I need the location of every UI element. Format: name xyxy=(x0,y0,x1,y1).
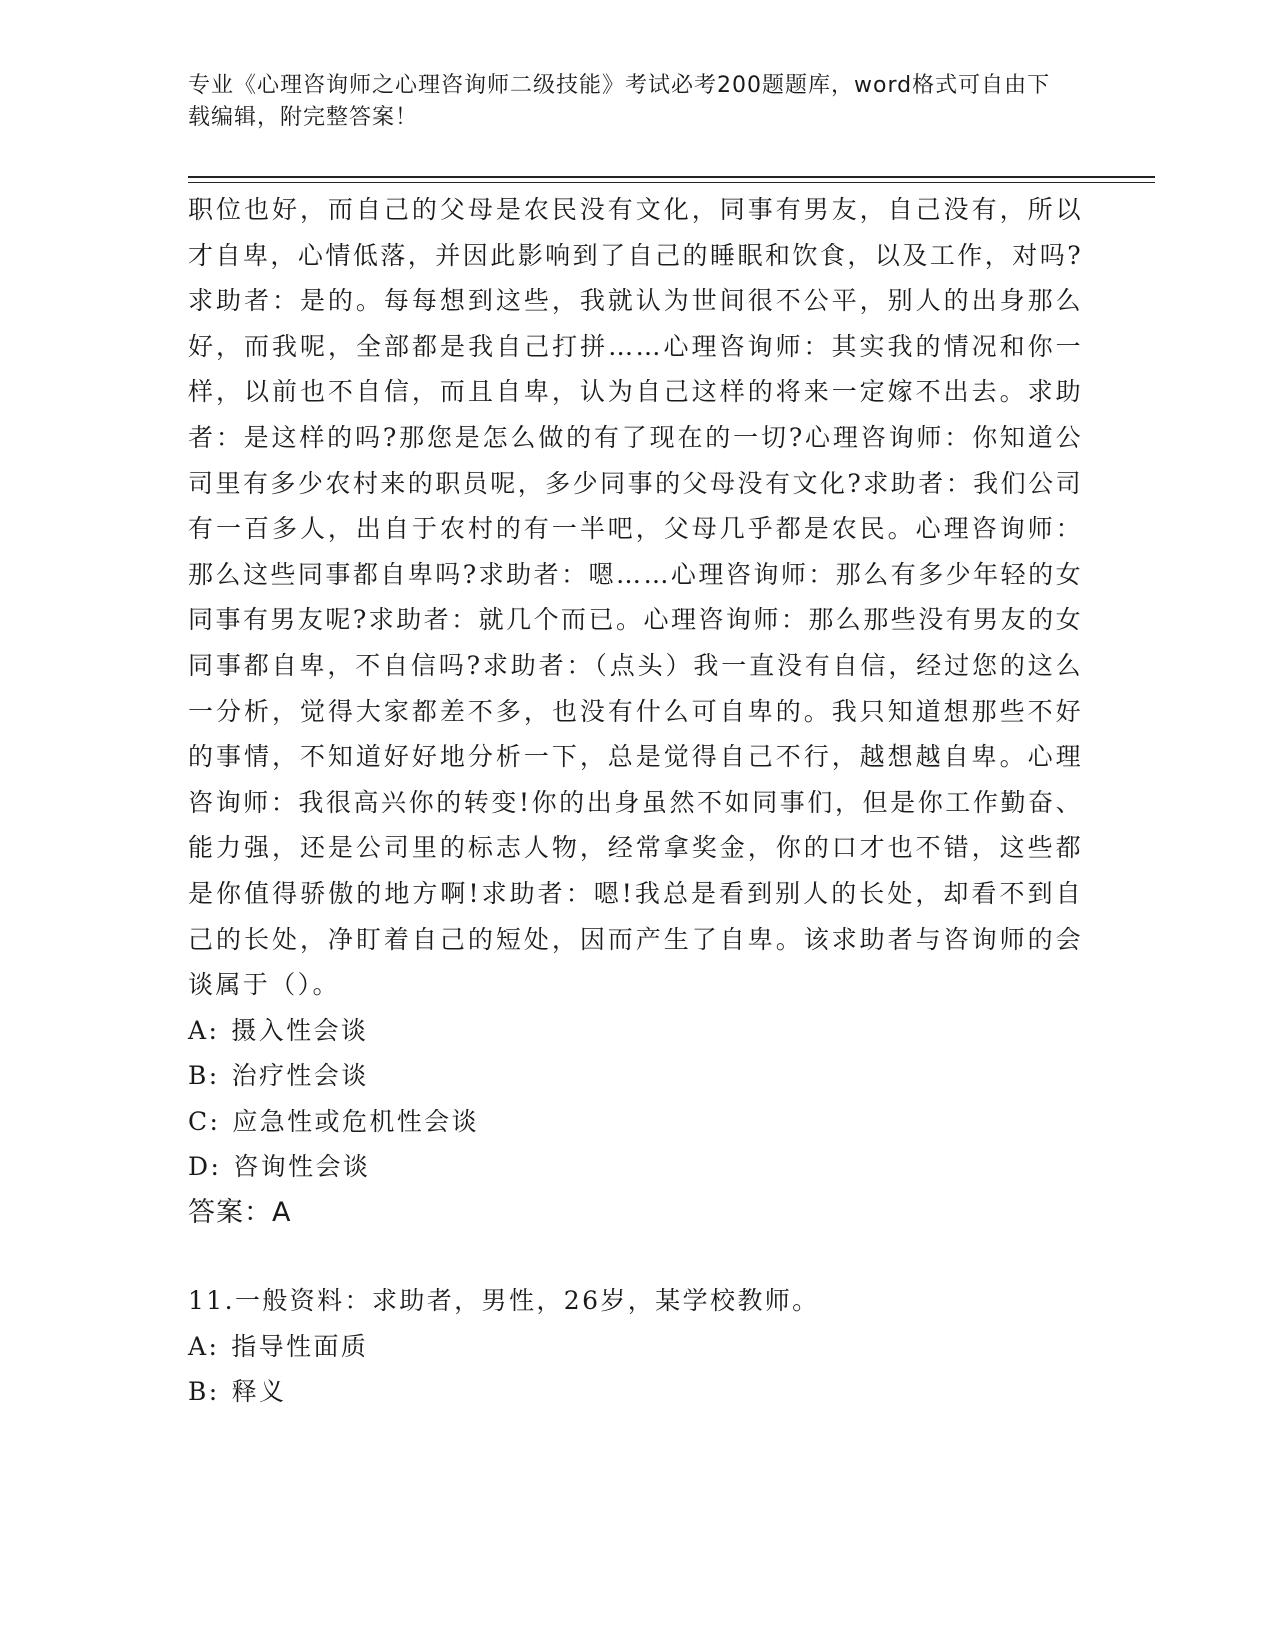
option-label: A: xyxy=(188,1015,220,1045)
question-10-passage: 职位也好，而自己的父母是农民没有文化，同事有男友，自己没有，所以才自卑，心情低落，并因此影响到了自己的睡眠和饮食，以及工作，对吗?求助者：是的。每每想到这些，我就认为世间很不公平，别人的出身那么好，而我呢，全部都是我自己打拼……心理咨询师：其实我的情况和你一样，以前也不自信，而且自卑，认为自己这样的将来一定嫁不出去。求助者：是这样的吗?那您是怎么做的有了现在的一切?心理咨询师：你知道公司里有多少农村来的职员呢，多少同事的父母没有文化?求助者：我们公司有一百多人，出自于农村的有一半吧，父母几乎都是农民。心理咨询师：那么这些同事都自卑吗?求助者：嗯……心理咨询师：那么有多少年轻的女同事有男友呢?求助者：就几个而已。心理咨询师：那么那些没有男友的女同事都自卑，不自信吗?求助者：（点头）我一直没有自信，经过您的这么一分析，觉得大家都差不多，也没有什么可自卑的。我只知道想那些不好的事情，不知道好好地分析一下，总是觉得自己不行，越想越自卑。心理咨询师：我很高兴你的转变!你的出身虽然不如同事们，但是你工作勤奋、能力强，还是公司里的标志人物，经常拿奖金，你的口才也不错，这些都是你值得骄傲的地方啊!求助者：嗯!我总是看到别人的长处，却看不到自己的长处，净盯着自己的短处，因而产生了自卑。该求助者与咨询师的会谈属于（）。 xyxy=(188,195,1083,1000)
option-label: A: xyxy=(188,1331,220,1361)
question-11-stem: 11.一般资料：求助者，男性，26岁，某学校教师。 xyxy=(188,1286,820,1316)
question-10-option-a xyxy=(188,1008,1083,1054)
header-divider-thin xyxy=(188,182,1155,183)
header-divider-thick xyxy=(188,176,1155,178)
question-11-option-a xyxy=(188,1324,1083,1370)
question-10-option-d xyxy=(188,1144,1083,1190)
question-spacer xyxy=(188,1236,1083,1278)
question-10-option-b xyxy=(188,1053,1083,1099)
option-label: B: xyxy=(188,1061,220,1091)
page-content xyxy=(188,187,1083,1415)
question-10-answer: 答案：A xyxy=(188,1197,292,1229)
question-11-option-b xyxy=(188,1369,1083,1415)
option-text: 摄入性会谈 xyxy=(231,1015,369,1045)
option-text: 应急性或危机性会谈 xyxy=(232,1106,479,1136)
option-text: 咨询性会谈 xyxy=(233,1152,371,1182)
option-label: D: xyxy=(188,1152,222,1182)
option-text: 治疗性会谈 xyxy=(231,1061,369,1091)
question-10-option-c xyxy=(188,1099,1083,1145)
option-label: C: xyxy=(188,1106,221,1136)
option-label: B: xyxy=(188,1377,220,1407)
document-header: 专业《心理咨询师之心理咨询师二级技能》考试必考200题题库，word格式可自由下载编辑，附完整答案！ xyxy=(188,73,1051,130)
option-text: 指导性面质 xyxy=(231,1331,369,1361)
option-text: 释义 xyxy=(231,1377,287,1407)
